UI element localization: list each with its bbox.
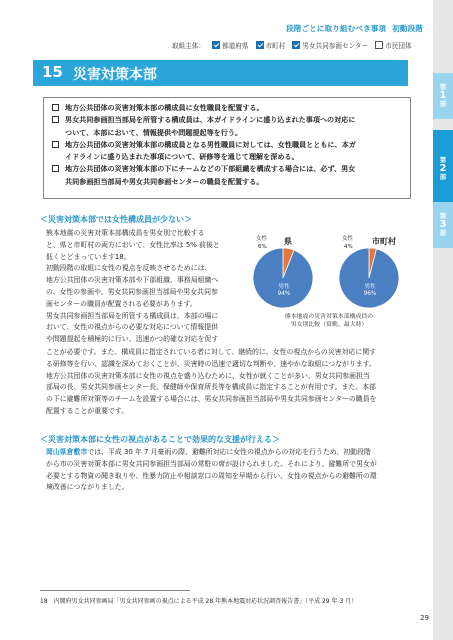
- checklist-item-cont: ついて、本部において、情報提供や問題提起等を行う。: [65, 127, 243, 137]
- footnote: 18 内閣府男女共同参画局「男女共同参画の視点による平成 28 年熊本地震対応状況調査報告書」（平成 29 年 3 月）: [40, 598, 358, 605]
- pie-chart-svg: [246, 228, 416, 312]
- tab-part-2: 第 2 部: [433, 130, 453, 208]
- footnote-divider: [40, 590, 190, 591]
- checkbox-icon: [52, 141, 59, 148]
- checkbox-checked-icon: [256, 41, 264, 49]
- pie-label-female: 女性: [342, 236, 354, 242]
- pie-title: 県: [284, 237, 292, 246]
- stage-header: [286, 23, 423, 34]
- checkbox-checked-icon: [212, 41, 220, 49]
- checklist-item: 男女共同参画担当部局を所管する構成員は、本ガイドラインに盛り込まれた事項への対応に: [52, 114, 404, 126]
- stage-label: 段階ごとに取り組むべき事項: [286, 24, 387, 33]
- pie-slice-male: [339, 248, 399, 308]
- pie-slice-male: [253, 248, 313, 308]
- org-prefecture: 都道府県: [212, 40, 248, 50]
- org-gender-center: 男女共同参画センター: [292, 40, 368, 50]
- checklist-item: 地方公共団体の災害対策本部の構成員となる男性職員に対しては、女性職員とともに、本ガ: [52, 139, 404, 151]
- checkbox-icon: [52, 165, 59, 172]
- tab-part-3: 第 3 部: [433, 202, 453, 248]
- org-municipality: 市町村: [256, 40, 286, 50]
- pie-value-female: 4%: [344, 244, 353, 250]
- checklist-item-cont: 共同参画担当部局や男女共同参画センターの職員を配置する。: [65, 176, 264, 186]
- chart-caption: 熊本地震の災害対策本部構成員の 男女別比較（常勤、最大時）: [284, 314, 374, 328]
- subsection2-text: 岡山県倉敷市では、平成 30 年 7 月豪雨の際、避難所対応に女性の視点からの対応を行うため、初動段階 から市の災害対策本部に男女共同参画担当部局の常駐の席が設けられました。それにより、避難所で男女が 必要とする物資の聞き取りや、性暴力防止や相談窓口の周知を早期から行い、女性の視点からの避難所の環 境改善につながりました。: [46, 448, 377, 492]
- pie-title: 市町村: [372, 237, 396, 246]
- pie-label-female: 女性: [256, 236, 268, 242]
- subsection1-full-text: ことが必要です。また、構成員に指定されている者に対して、継続的に、女性の視点からの災害対応に関す る研修等を行い、認識を深めておくことが、災害時の迅速で適切な判断や、速やかな取組につながります。 地方公共団体の災害対策本部に女性の視点を盛り込むために、女性が就くことが多い、男女共同参画担当 部局の長、男女共同参画センター長、保健師や保育所長等を構成員に指定することが有用です。また、本部 の下に避難所対策等のチームを設置する場合には、男女共同参画担当部局や男女共同参画センターの職員を 配置することが重要です。: [46, 348, 377, 415]
- part-sidebar: [433, 0, 453, 640]
- checklist-item-cont: イドラインに盛り込まれた事項について、研修等を通じて理解を深める。: [65, 152, 299, 162]
- orgs-label: 取組主体：: [172, 42, 205, 50]
- section-title: 災害対策本部: [73, 67, 157, 83]
- pie-label-male: 男性: [364, 284, 376, 290]
- subsection-heading-2: ＜災害対策本部に女性の視点があることで効果的な支援が行える＞: [40, 435, 280, 444]
- org-citizen-group: 市民団体: [375, 40, 411, 50]
- stage-value: 初動段階: [392, 24, 423, 33]
- checkbox-icon: [52, 104, 59, 111]
- page-number: 29: [420, 614, 429, 622]
- section-title-bar: [33, 60, 408, 86]
- pie-value-male: 94%: [277, 291, 291, 297]
- org-checkboxes: [172, 40, 417, 50]
- pie-value-male: 96%: [363, 291, 377, 297]
- checkbox-empty-icon: [375, 41, 383, 49]
- subsection1-left-text: 熊本地震の災害対策本部構成員を男女別で比較する と、県と市町村の両方において、女性比率は 5% 前後と 低くとどまっています18。 初動段階の取組に女性の視点を反映させるためには、 地方公共団体の災害対策本部や下部組織、事務局組織へ の、女性の参画や、男女共同参画担当部局や男女共同参 画センターの職員が配置される必要があります。 男女共同参画担当部局を所管する構成員は、本部の場に おいて、女性の視点からの必要な対応について情報提供 や問題提起を積極的に行い、迅速かつ的確な対応を促す: [46, 229, 220, 344]
- checklist-item: 地方公共団体の災害対策本部の下にチームなどの下部組織を構成する場合には、必ず、男女: [52, 163, 404, 175]
- tab-part-1: 第 1 部: [433, 73, 453, 119]
- checkbox-checked-icon: [292, 41, 300, 49]
- pie-charts: [246, 228, 416, 338]
- subsection-heading-1: ＜災害対策本部では女性構成員が少ない＞: [40, 215, 192, 224]
- section-number: 15: [42, 63, 63, 81]
- checklist-item: 地方公共団体の災害対策本部の構成員に女性職員を配置する。: [52, 102, 404, 114]
- checkbox-icon: [52, 116, 59, 123]
- pie-label-male: 男性: [278, 284, 290, 290]
- checklist-box: [43, 97, 411, 199]
- city-name: 岡山県倉敷市: [46, 448, 88, 456]
- pie-value-female: 6%: [258, 244, 267, 250]
